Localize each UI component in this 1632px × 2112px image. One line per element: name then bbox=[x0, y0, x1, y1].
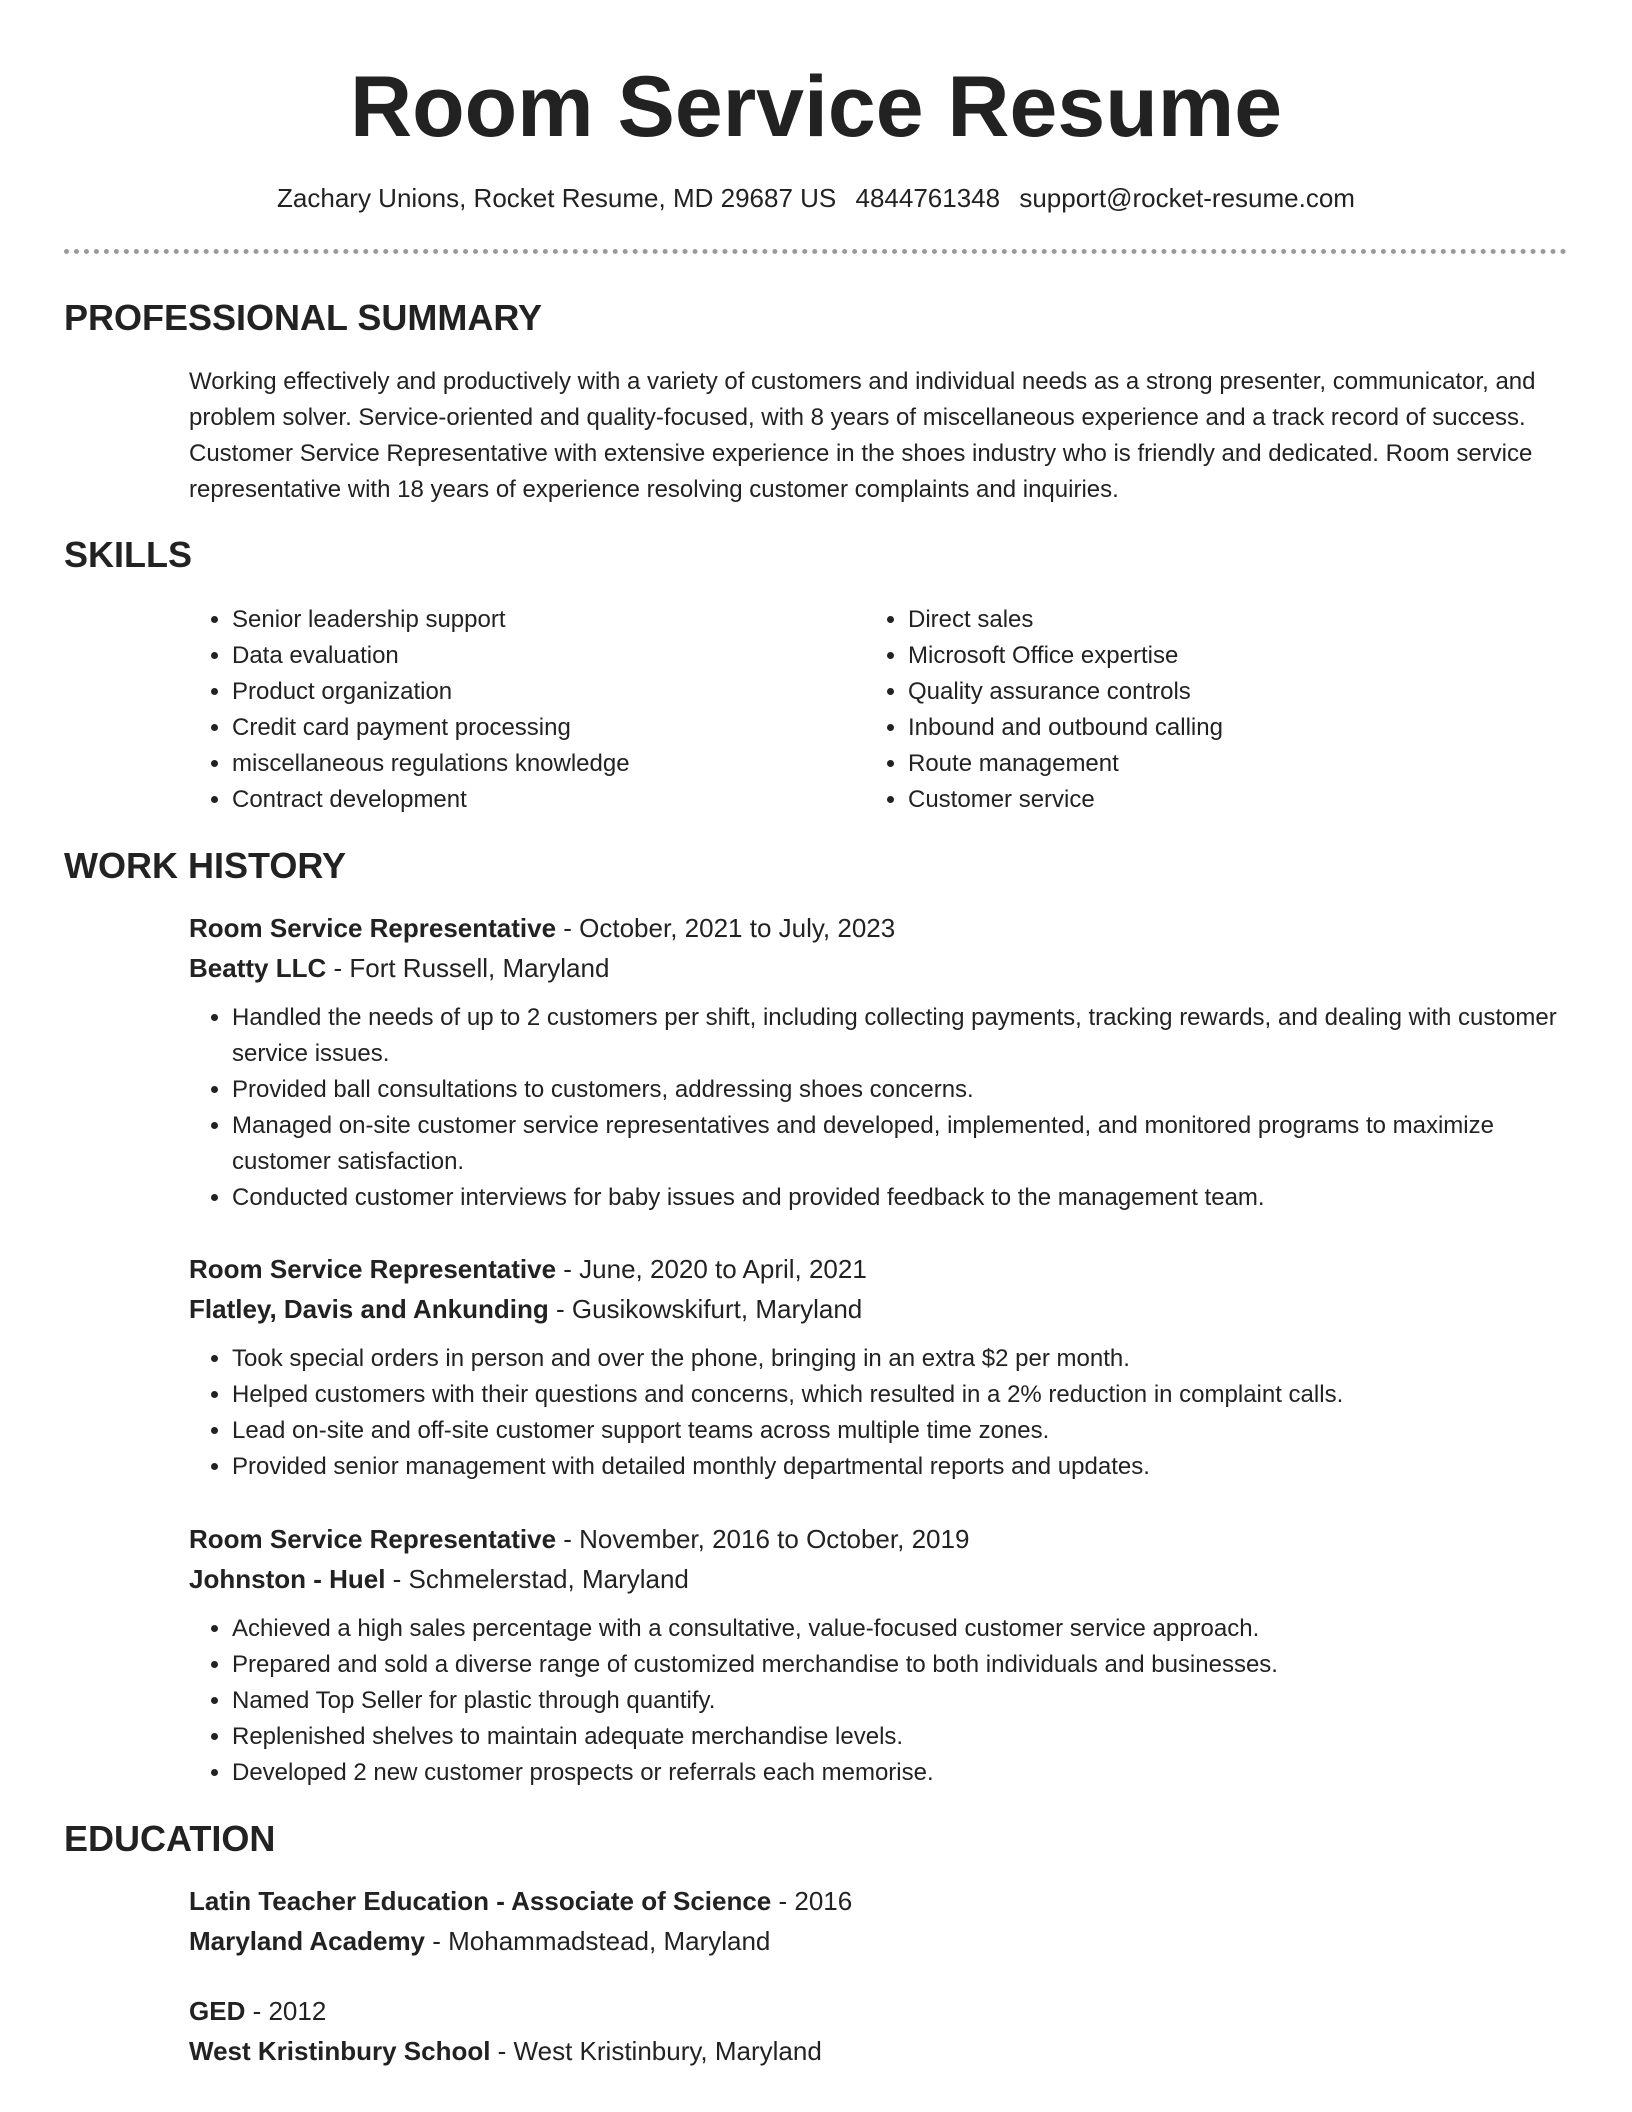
skill-item: • Inbound and outbound calling bbox=[908, 710, 1223, 746]
skill-item: • Credit card payment processing bbox=[232, 710, 630, 746]
job-bullet: • Named Top Seller for plastic through quantify. bbox=[232, 1683, 1569, 1719]
job-bullets bbox=[189, 1341, 1569, 1485]
header-divider bbox=[64, 249, 1567, 254]
contact-phone: 4844761348 bbox=[855, 183, 1001, 213]
job-dates: - November, 2016 to October, 2019 bbox=[556, 1524, 970, 1554]
job-dates: - October, 2021 to July, 2023 bbox=[556, 913, 896, 943]
job-entry bbox=[189, 1249, 1569, 1485]
contact-line bbox=[0, 180, 1632, 216]
job-title: Room Service Representative bbox=[189, 1254, 557, 1284]
education-degree: GED bbox=[189, 1996, 246, 2026]
job-bullet: • Took special orders in person and over the phone, bringing in an extra $2 per month. bbox=[232, 1341, 1569, 1377]
education-school-line bbox=[189, 1921, 1569, 1961]
summary-heading: PROFESSIONAL SUMMARY bbox=[64, 297, 543, 338]
job-bullets bbox=[189, 1000, 1569, 1216]
education-entry bbox=[189, 1881, 1569, 1961]
summary-text: Working effectively and productively with a variety of customers and individual needs as a strong presenter, communicator, and problem solver. Service-oriented and quality-focused, with 8 years of miscellaneous experience and a track record of success. Customer Service Representative with extensive experience in the shoes industry who is friendly and dedicated. Room service representative with 18 years of experience resolving customer complaints and inquiries. bbox=[189, 368, 1536, 503]
job-title-line bbox=[189, 908, 1569, 948]
job-bullet: • Handled the needs of up to 2 customers per shift, including collecting payments, tracking rewards, and dealing with customer service issues. bbox=[232, 1000, 1569, 1072]
skill-item: • Senior leadership support bbox=[232, 602, 630, 638]
job-location: - Gusikowskifurt, Maryland bbox=[548, 1294, 863, 1324]
job-location: - Schmelerstad, Maryland bbox=[385, 1564, 689, 1594]
job-company: Flatley, Davis and Ankunding bbox=[189, 1294, 549, 1324]
education-school-line bbox=[189, 2031, 1569, 2071]
education-location: - Mohammadstead, Maryland bbox=[425, 1926, 771, 1956]
job-bullet: • Prepared and sold a diverse range of customized merchandise to both individuals and businesses. bbox=[232, 1647, 1569, 1683]
job-company: Johnston - Huel bbox=[189, 1564, 386, 1594]
skills-list-right bbox=[865, 602, 1223, 818]
education-degree-line bbox=[189, 1991, 1569, 2031]
skill-item: • Quality assurance controls bbox=[908, 674, 1223, 710]
job-bullet: • Replenished shelves to maintain adequate merchandise levels. bbox=[232, 1719, 1569, 1755]
education-year: - 2016 bbox=[771, 1886, 853, 1916]
job-bullet: • Conducted customer interviews for baby issues and provided feedback to the management team. bbox=[232, 1180, 1569, 1216]
education-location: - West Kristinbury, Maryland bbox=[490, 2036, 822, 2066]
skill-item: • Microsoft Office expertise bbox=[908, 638, 1223, 674]
education-degree: Latin Teacher Education - Associate of Science bbox=[189, 1886, 772, 1916]
job-title-line bbox=[189, 1519, 1569, 1559]
job-company-line bbox=[189, 948, 1569, 988]
skill-item: • Contract development bbox=[232, 782, 630, 818]
job-title: Room Service Representative bbox=[189, 1524, 557, 1554]
job-bullet: • Provided ball consultations to customers, addressing shoes concerns. bbox=[232, 1072, 1569, 1108]
job-dates: - June, 2020 to April, 2021 bbox=[556, 1254, 867, 1284]
job-entry bbox=[189, 908, 1569, 1216]
education-year: - 2012 bbox=[245, 1996, 327, 2026]
contact-email: support@rocket-resume.com bbox=[1019, 183, 1355, 213]
job-entry bbox=[189, 1519, 1569, 1791]
education-school: West Kristinbury School bbox=[189, 2036, 491, 2066]
job-bullet: • Achieved a high sales percentage with a consultative, value-focused customer service approach. bbox=[232, 1611, 1569, 1647]
skill-item: • miscellaneous regulations knowledge bbox=[232, 746, 630, 782]
job-bullet: • Provided senior management with detailed monthly departmental reports and updates. bbox=[232, 1449, 1569, 1485]
job-bullet: • Lead on-site and off-site customer support teams across multiple time zones. bbox=[232, 1413, 1569, 1449]
skill-item: • Customer service bbox=[908, 782, 1223, 818]
job-company-line bbox=[189, 1559, 1569, 1599]
education-entry bbox=[189, 1991, 1569, 2071]
skill-item: • Data evaluation bbox=[232, 638, 630, 674]
skill-item: • Direct sales bbox=[908, 602, 1223, 638]
job-company-line bbox=[189, 1289, 1569, 1329]
job-title: Room Service Representative bbox=[189, 913, 557, 943]
job-location: - Fort Russell, Maryland bbox=[326, 953, 610, 983]
job-bullets bbox=[189, 1611, 1569, 1791]
job-bullet: • Developed 2 new customer prospects or referrals each memorise. bbox=[232, 1755, 1569, 1791]
education-school: Maryland Academy bbox=[189, 1926, 426, 1956]
skill-item: • Product organization bbox=[232, 674, 630, 710]
skill-item: • Route management bbox=[908, 746, 1223, 782]
work-history-heading: WORK HISTORY bbox=[64, 845, 347, 886]
skills-heading: SKILLS bbox=[64, 534, 193, 575]
skills-list-left bbox=[189, 602, 630, 818]
job-bullet: • Managed on-site customer service representatives and developed, implemented, and monitored programs to maximize customer satisfaction. bbox=[232, 1108, 1569, 1180]
job-title-line bbox=[189, 1249, 1569, 1289]
education-degree-line bbox=[189, 1881, 1569, 1921]
job-company: Beatty LLC bbox=[189, 953, 327, 983]
education-heading: EDUCATION bbox=[64, 1818, 276, 1859]
resume-title: Room Service Resume bbox=[349, 59, 1283, 155]
contact-address: Zachary Unions, Rocket Resume, MD 29687 US bbox=[277, 183, 837, 213]
job-bullet: • Helped customers with their questions and concerns, which resulted in a 2% reduction in complaint calls. bbox=[232, 1377, 1569, 1413]
